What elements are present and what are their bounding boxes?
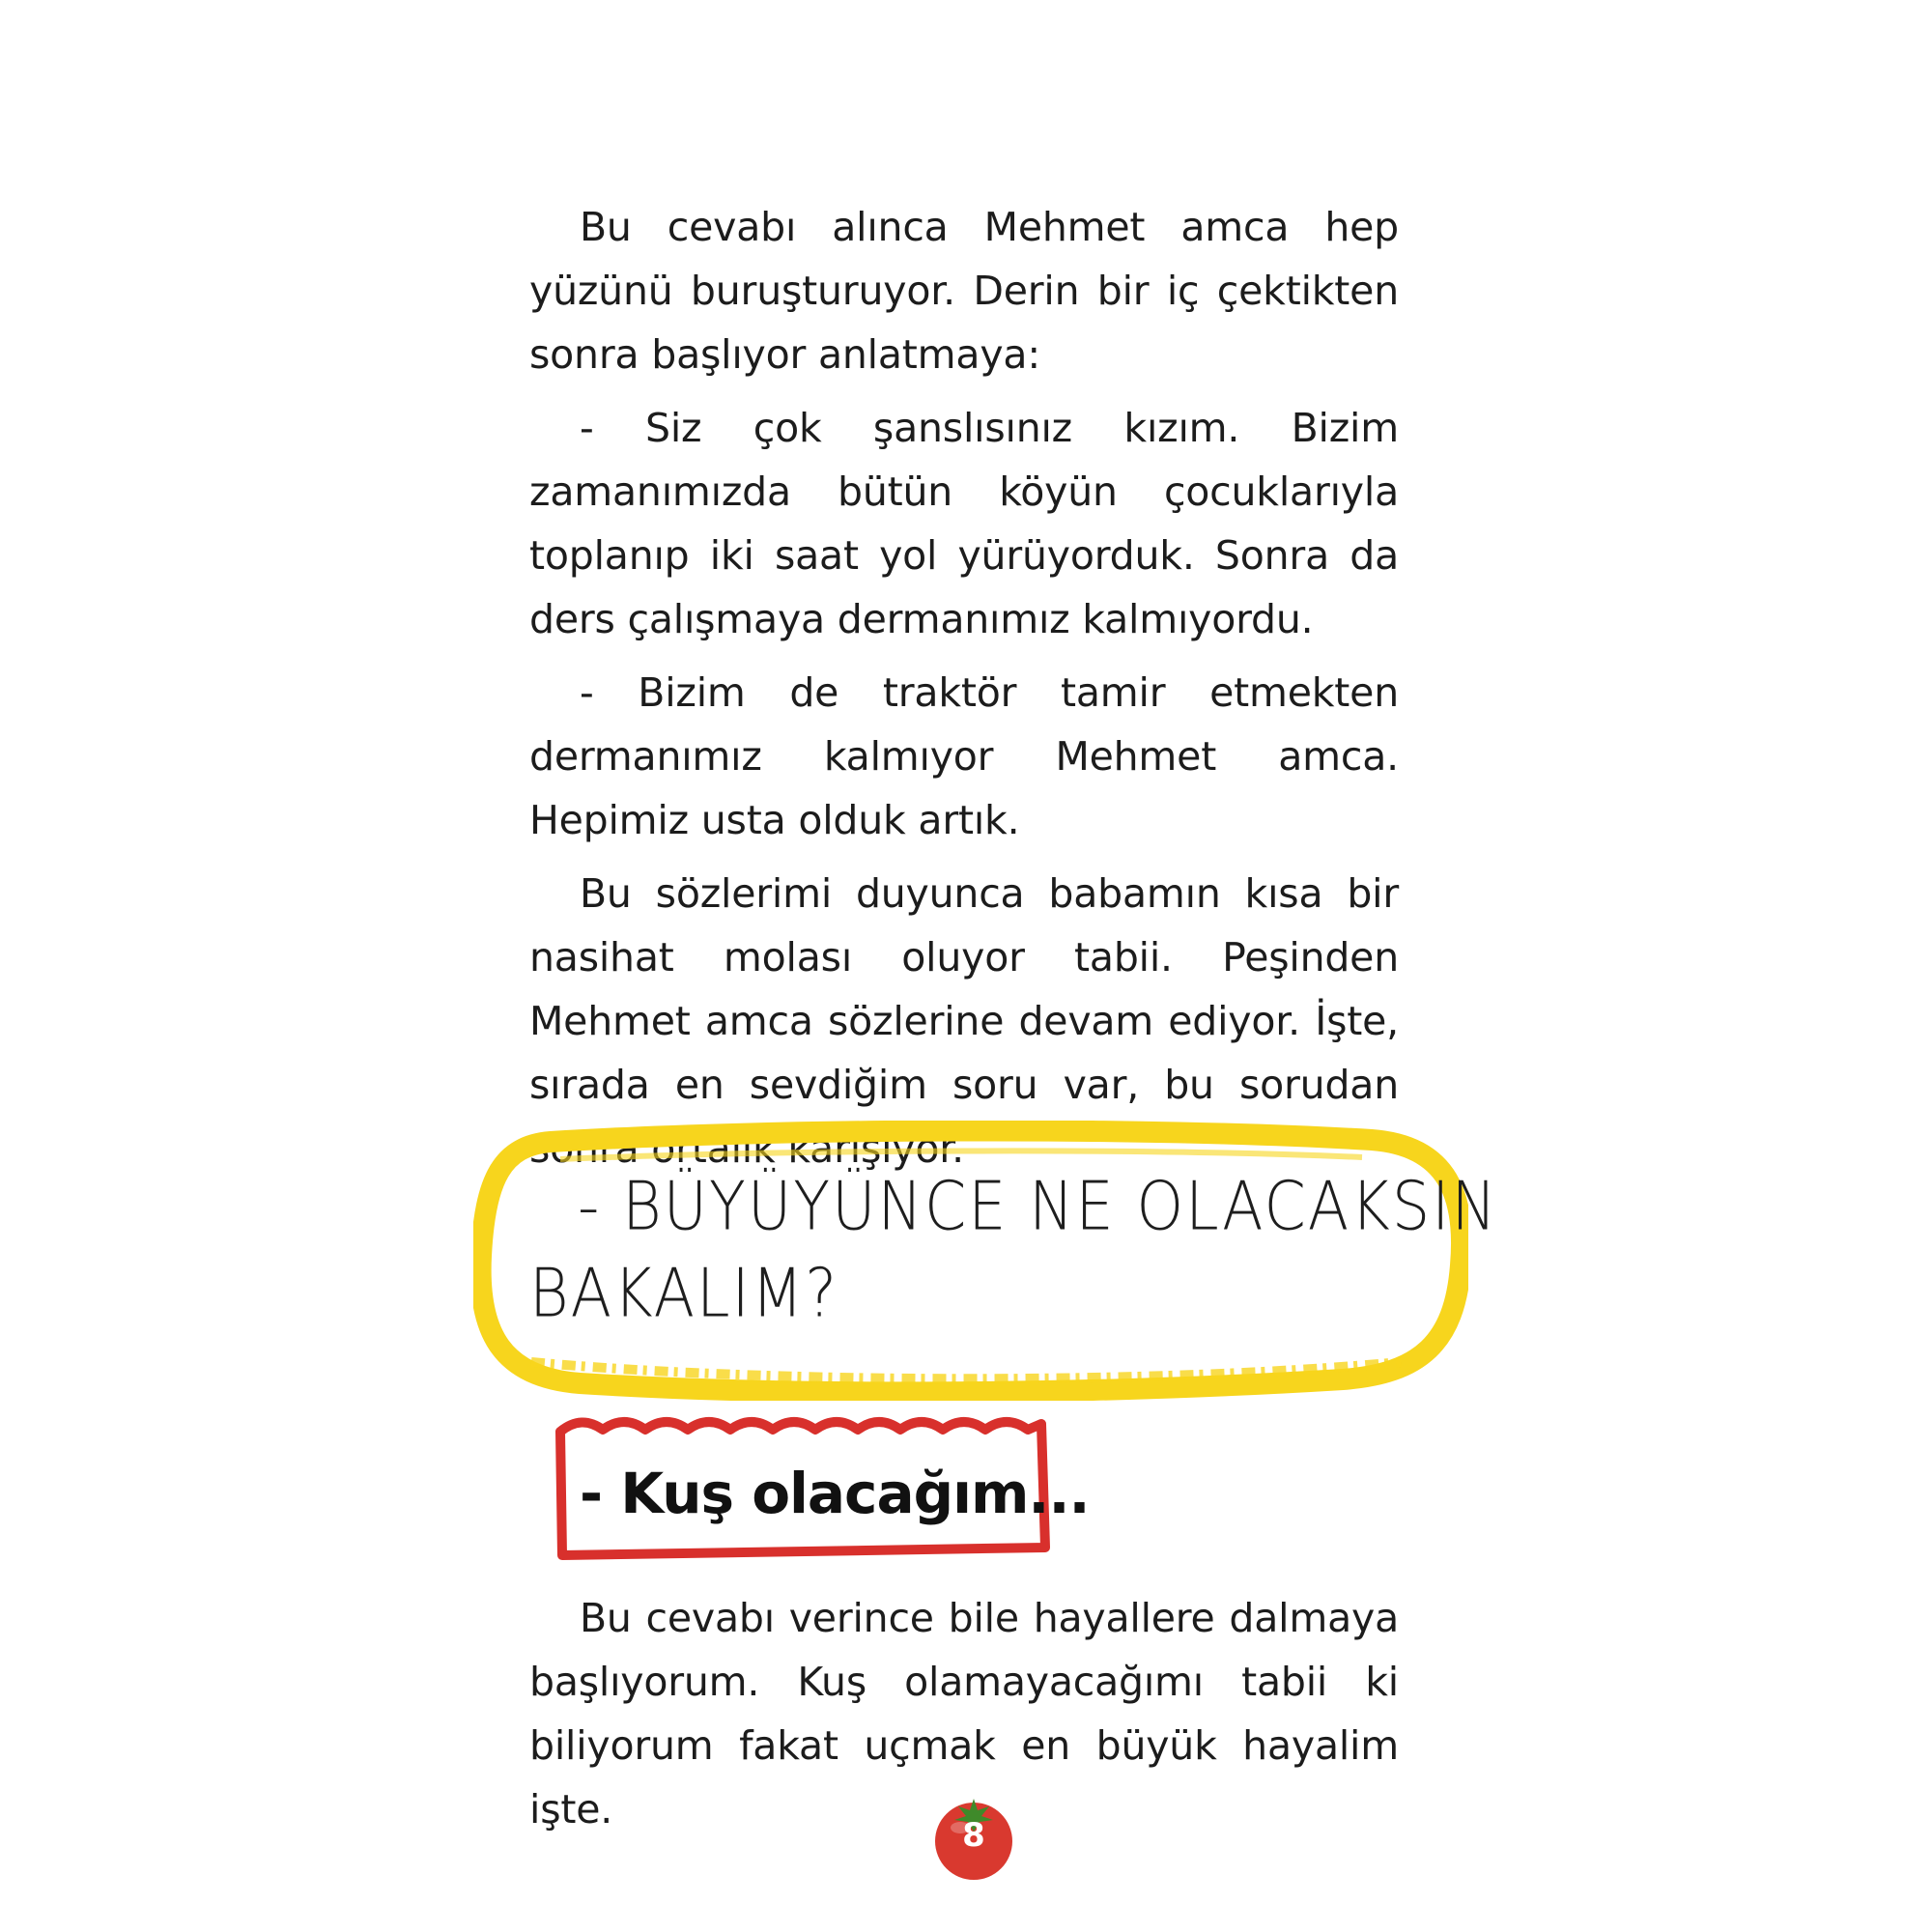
question-line-1: - BÜYÜYÜNCE NE OLACAKSIN xyxy=(578,1166,1498,1246)
answer-text: - Kuş olacağım... xyxy=(580,1461,1090,1526)
page-number: 8 xyxy=(962,1816,985,1855)
paragraph-3: - Bizim de traktör tamir etmekten dermanımız kalmıyor Mehmet amca. Hepimiz usta olduk artık. xyxy=(529,669,1399,843)
paragraph-2: - Siz çok şanslısınız kızım. Bizim zamanımızda bütün köyün çocuklarıyla toplanıp iki saat yol yürüyorduk. Sonra da ders çalışmaya dermanımız kalmıyordu. xyxy=(529,405,1399,642)
page-number-badge xyxy=(927,1789,1020,1882)
paragraph-4: Bu sözlerimi duyunca babamın kısa bir nasihat molası oluyor tabii. Peşinden Mehmet amca sözlerine devam ediyor. İşte, sırada en sevdiğim soru var, bu sorudan sonra ortalık karışıyor. xyxy=(529,870,1399,1172)
answer-box xyxy=(551,1410,1090,1565)
text-block-top xyxy=(529,195,1399,1180)
question-highlight xyxy=(473,1121,1498,1401)
paragraph-5: Bu cevabı verince bile hayallere dalmaya başlıyorum. Kuş olamayacağımı tabii ki biliyorum fakat uçmak en büyük hayalim işte. xyxy=(529,1595,1399,1833)
paragraph-1: Bu cevabı alınca Mehmet amca hep yüzünü buruşturuyor. Derin bir iç çektikten sonra başlıyor anlatmaya: xyxy=(529,204,1399,378)
question-line-2: BAKALIM? xyxy=(529,1253,839,1333)
